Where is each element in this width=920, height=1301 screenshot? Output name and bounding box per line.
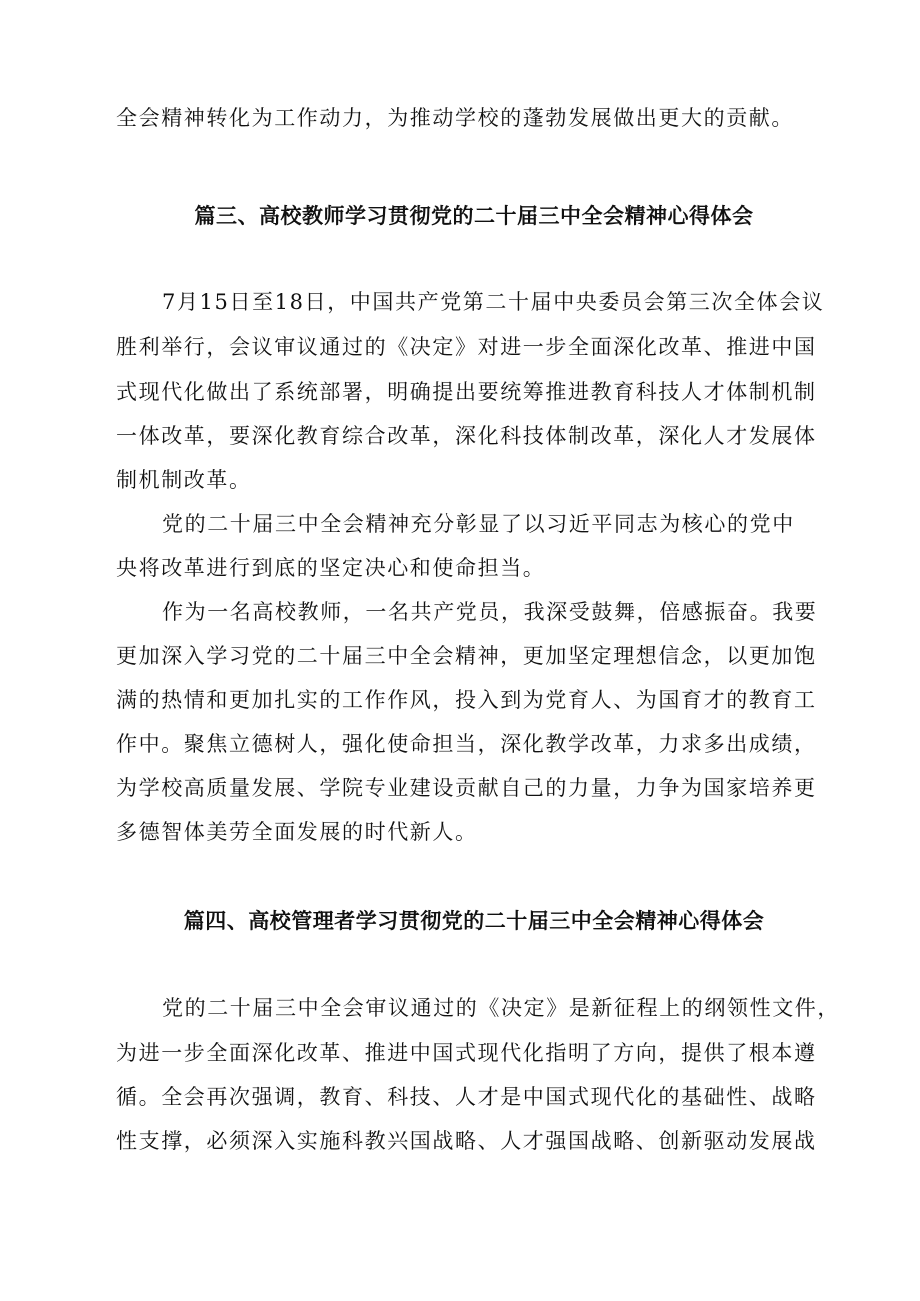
section-heading-4: 篇四、高校管理者学习贯彻党的二十届三中全会精神心得体会 — [183, 909, 765, 933]
body-text-line: 为学校高质量发展、学院专业建设贡献自己的力量，力争为国家培养更 — [116, 776, 817, 800]
body-text-line: 循。全会再次强调，教育、科技、人才是中国式现代化的基础性、战略 — [116, 1085, 817, 1109]
body-text-line: 性支撑，必须深入实施科教兴国战略、人才强国战略、创新驱动发展战 — [116, 1129, 817, 1153]
body-text-line: 作中。聚焦立德树人，强化使命担当，深化教学改革，力求多出成绩， — [116, 732, 817, 756]
body-text-line: 胜利举行，会议审议通过的《决定》对进一步全面深化改革、推进中国 — [116, 335, 817, 359]
body-text-line: 党的二十届三中全会审议通过的《决定》是新征程上的纲领性文件， — [162, 996, 840, 1020]
section-heading-3: 篇三、高校教师学习贯彻党的二十届三中全会精神心得体会 — [194, 204, 754, 228]
body-text-line: 7月15日至18日，中国共产党第二十届中央委员会第三次全体会议 — [162, 290, 825, 314]
body-text-line: 多德智体美劳全面发展的时代新人。 — [116, 820, 478, 844]
body-text-line: 制机制改革。 — [116, 468, 252, 492]
body-text-line: 满的热情和更加扎实的工作作风，投入到为党育人、为国育才的教育工 — [116, 688, 817, 712]
body-text-line: 式现代化做出了系统部署，明确提出要统筹推进教育科技人才体制机制 — [116, 380, 817, 404]
body-text-line: 为进一步全面深化改革、推进中国式现代化指明了方向，提供了根本遵 — [116, 1041, 817, 1065]
body-text-line: 一体改革，要深化教育综合改革，深化科技体制改革，深化人才发展体 — [116, 424, 817, 448]
body-text-line: 党的二十届三中全会精神充分彰显了以习近平同志为核心的党中 — [162, 512, 795, 536]
body-text-line: 作为一名高校教师，一名共产党员，我深受鼓舞，倍感振奋。我要 — [162, 600, 818, 624]
body-text-line: 全会精神转化为工作动力，为推动学校的蓬勃发展做出更大的贡献。 — [116, 106, 794, 130]
body-text-line: 更加深入学习党的二十届三中全会精神，更加坚定理想信念，以更加饱 — [116, 644, 817, 668]
body-text-line: 央将改革进行到底的坚定决心和使命担当。 — [116, 556, 546, 580]
